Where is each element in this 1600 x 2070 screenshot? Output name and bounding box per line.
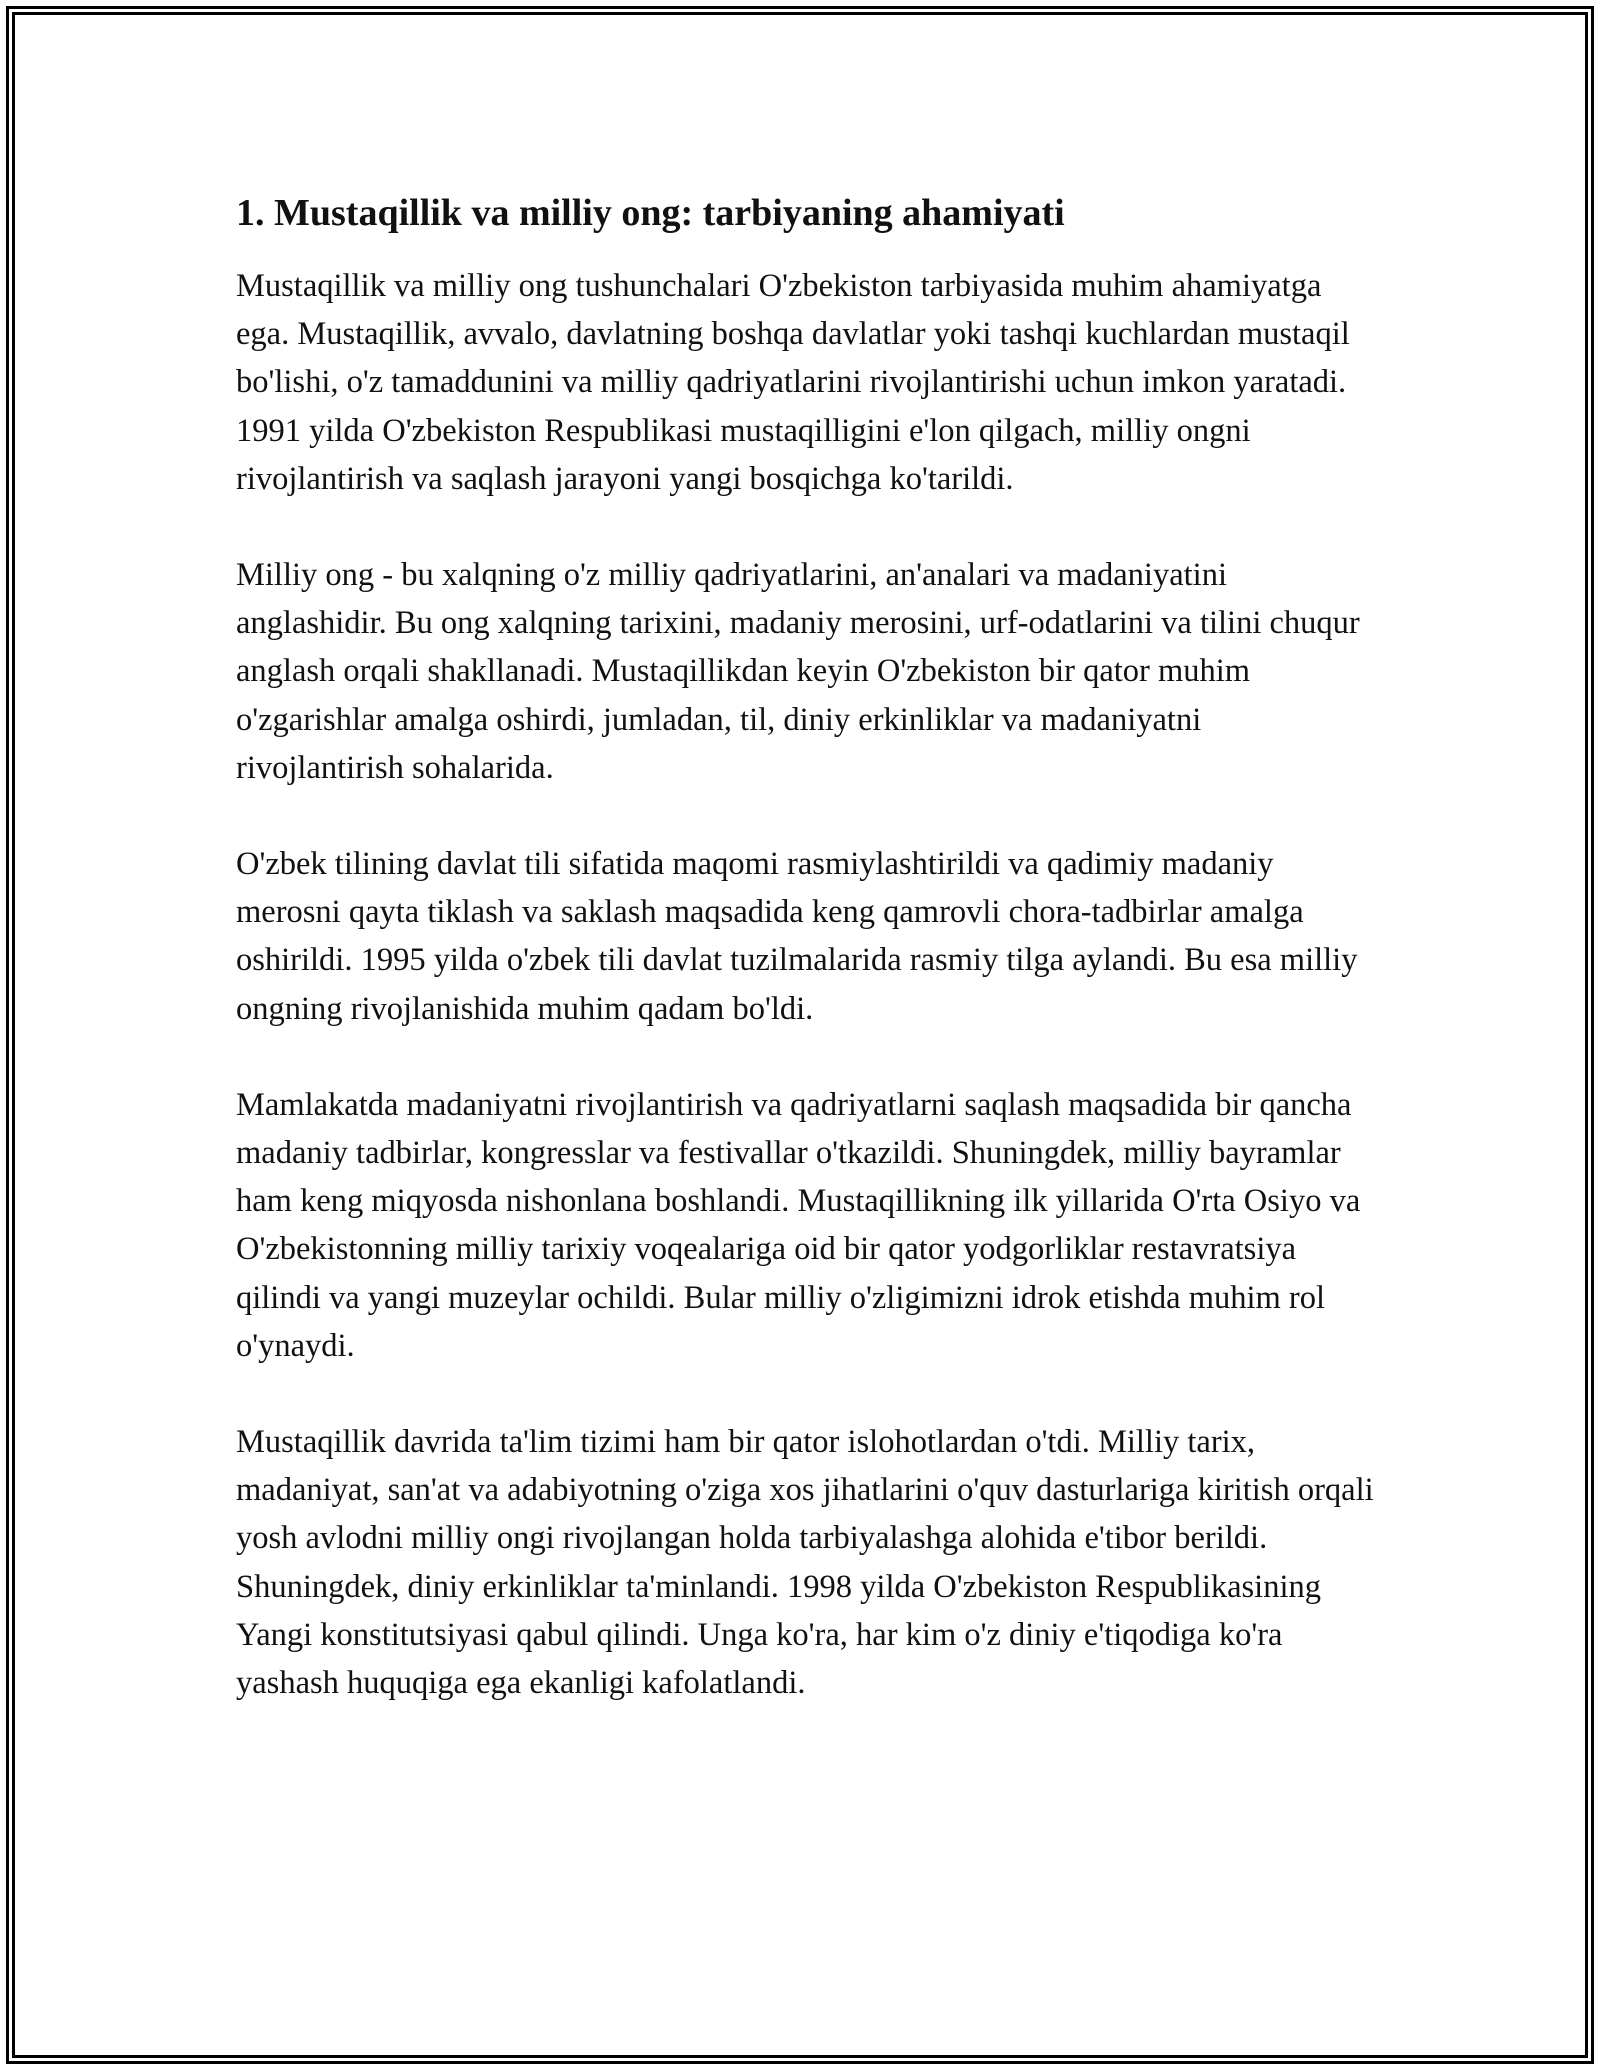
section-heading: 1. Mustaqillik va milliy ong: tarbiyaning ahamiyati <box>236 192 1065 234</box>
paragraph-3: O'zbek tilining davlat tili sifatida maqomi rasmiylashtirildi va qadimiy madaniy merosni qayta tiklash va saklash maqsadida keng qamrovli chora-tadbirlar amalga oshirildi. 1995 yilda o'zbek tili davlat tuzilmalarida rasmiy tilga aylandi. Bu esa milliy ongning rivojlanishida muhim qadam bo'ldi. <box>236 846 1358 1027</box>
paragraph-4: Mamlakatda madaniyatni rivojlantirish va qadriyatlarni saqlash maqsadida bir qancha madaniy tadbirlar, kongresslar va festivallar o'tkazildi. Shuningdek, milliy bayramlar ham keng miqyosda nishonlana boshlandi. Mustaqillikning ilk yillarida O'rta Osiyo va O'zbekistonning milliy tarixiy voqealariga oid bir qator yodgorliklar restavratsiya qilindi va yangi muzeylar ochildi. Bular milliy o'zligimizni idrok etishda muhim rol o'ynaydi. <box>236 1086 1361 1364</box>
paragraph-2: Milliy ong - bu xalqning o'z milliy qadriyatlarini, an'analari va madaniyatini anglashidir. Bu ong xalqning tarixini, madaniy merosini, urf-odatlarini va tilini chuqur anglash orqali shakllanadi. Mustaqillikdan keyin O'zbekiston bir qator muhim o'zgarishlar amalga oshirdi, jumladan, til, diniy erkinliklar va madaniyatni rivojlantirish sohalarida. <box>236 557 1360 786</box>
paragraph-1: Mustaqillik va milliy ong tushunchalari O'zbekiston tarbiyasida muhim ahamiyatga ega. Mustaqillik, avvalo, davlatning boshqa davlatlar yoki tashqi kuchlardan mustaqil bo'lishi, o'z tamaddunini va milliy qadriyatlarini rivojlantirishi uchun imkon yaratadi. 1991 yilda O'zbekiston Respublikasi mustaqilligini e'lon qilgach, milliy ongni rivojlantirish va saqlash jarayoni yangi bosqichga ko'tarildi. <box>236 268 1350 497</box>
document-body <box>236 188 1376 1755</box>
paragraph-5: Mustaqillik davrida ta'lim tizimi ham bir qator islohotlardan o'tdi. Milliy tarix, madaniyat, san'at va adabiyotning o'ziga xos jihatlarini o'quv dasturlariga kiritish orqali yosh avlodni milliy ongi rivojlangan holda tarbiyalashga alohida e'tibor berildi. Shuningdek, diniy erkinliklar ta'minlandi. 1998 yilda O'zbekiston Respublikasining Yangi konstitutsiyasi qabul qilindi. Unga ko'ra, har kim o'z diniy e'tiqodiga ko'ra yashash huquqiga ega ekanligi kafolatlandi. <box>236 1424 1374 1702</box>
